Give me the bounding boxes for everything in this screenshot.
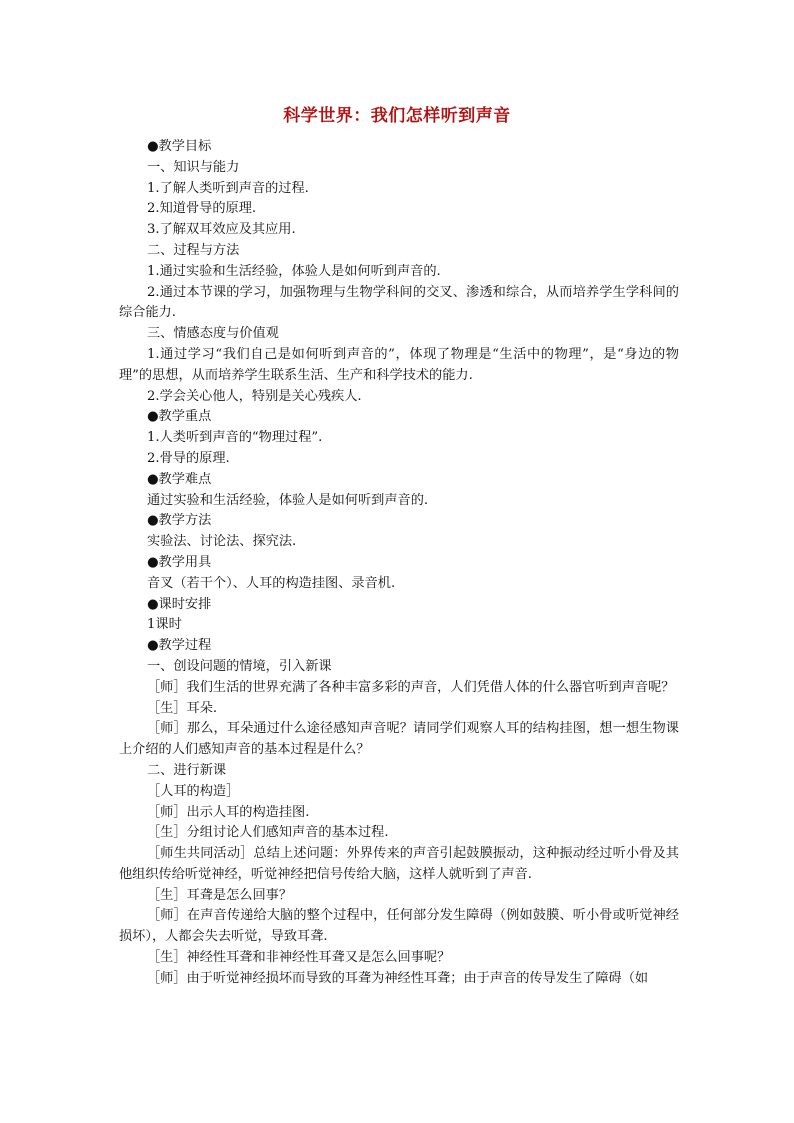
paragraph-line: 实验法、讨论法、探究法. xyxy=(147,534,297,550)
section-heading: ●教学过程 xyxy=(147,638,212,654)
paragraph-line: ［师］由于听觉神经损坏而导致的耳聋为神经性耳聋；由于声音的传导发生了障碍（如 xyxy=(147,970,649,986)
paragraph-line: ［师］在声音传递给大脑的整个过程中，任何部分发生障碍（例如鼓膜、听小骨或听觉神经损坏），人都会失去听觉，导致耳聋. xyxy=(119,908,679,945)
paragraph-line: 一、知识与能力 xyxy=(147,159,240,175)
section-heading: ●教学难点 xyxy=(147,471,212,487)
paragraph-line: ［生］神经性耳聋和非神经性耳聋又是怎么回事呢？ xyxy=(147,950,451,966)
paragraph-line: 2.学会关心他人，特别是关心残疾人. xyxy=(147,388,362,404)
paragraph-line: 1.人类听到声音的“物理过程”. xyxy=(147,430,323,446)
paragraph-line: ［生］耳聋是怎么回事？ xyxy=(147,887,293,903)
paragraph-line: 1课时 xyxy=(147,617,182,633)
section-heading: ●教学重点 xyxy=(147,409,212,425)
paragraph-line: 三、情感态度与价值观 xyxy=(147,326,279,342)
page-title: 科学世界：我们怎样听到声音 xyxy=(283,106,511,126)
paragraph-line: 1.通过学习“我们自己是如何听到声音的”，体现了物理是“生活中的物理”，是“身边的物理”的思想，从而培养学生联系生活、生产和科学技术的能力. xyxy=(119,346,679,383)
paragraph-line: ［生］分组讨论人们感知声音的基本过程. xyxy=(147,825,389,841)
paragraph-line: 1.通过实验和生活经验，体验人是如何听到声音的. xyxy=(147,263,441,279)
document-body xyxy=(119,137,679,990)
section-heading: ●教学用具 xyxy=(147,554,212,570)
paragraph-line: ［师］那么，耳朵通过什么途径感知声音呢？请同学们观察人耳的结构挂图，想一想生物课上介绍的人们感知声音的基本过程是什么？ xyxy=(119,721,679,758)
paragraph-line: ［人耳的构造］ xyxy=(147,783,240,799)
paragraph-line: 3.了解双耳效应及其应用. xyxy=(147,222,296,238)
paragraph-line: ［师］我们生活的世界充满了各种丰富多彩的声音，人们凭借人体的什么器官听到声音呢？ xyxy=(147,679,675,695)
paragraph-line: ［师生共同活动］总结上述问题：外界传来的声音引起鼓膜振动，这种振动经过听小骨及其他组织传给听觉神经，听觉神经把信号传给大脑，这样人就听到了声音. xyxy=(119,846,679,882)
paragraph-line: 2.知道骨导的原理. xyxy=(147,201,257,217)
paragraph-line: 一、创设问题的情境，引入新课 xyxy=(147,658,332,674)
paragraph-line: 2.骨导的原理. xyxy=(147,450,230,466)
paragraph-line: 音叉（若干个）、人耳的构造挂图、录音机. xyxy=(147,575,396,591)
paragraph-line: ［师］出示人耳的构造挂图. xyxy=(147,804,310,820)
paragraph-line: ［生］耳朵. xyxy=(147,700,218,716)
section-heading: ●教学方法 xyxy=(147,513,212,529)
paragraph-line: 二、进行新课 xyxy=(147,762,227,778)
paragraph-line: 1.了解人类听到声音的过程. xyxy=(147,180,309,196)
paragraph-line: 2.通过本节课的学习，加强物理与生物学科间的交叉、渗透和综合，从而培养学生学科间的综合能力. xyxy=(119,284,679,321)
paragraph-line: 二、过程与方法 xyxy=(147,242,240,258)
section-heading: ●教学目标 xyxy=(147,139,212,154)
section-heading: ●课时安排 xyxy=(147,596,212,612)
paragraph-line: 通过实验和生活经验，体验人是如何听到声音的. xyxy=(147,492,429,508)
